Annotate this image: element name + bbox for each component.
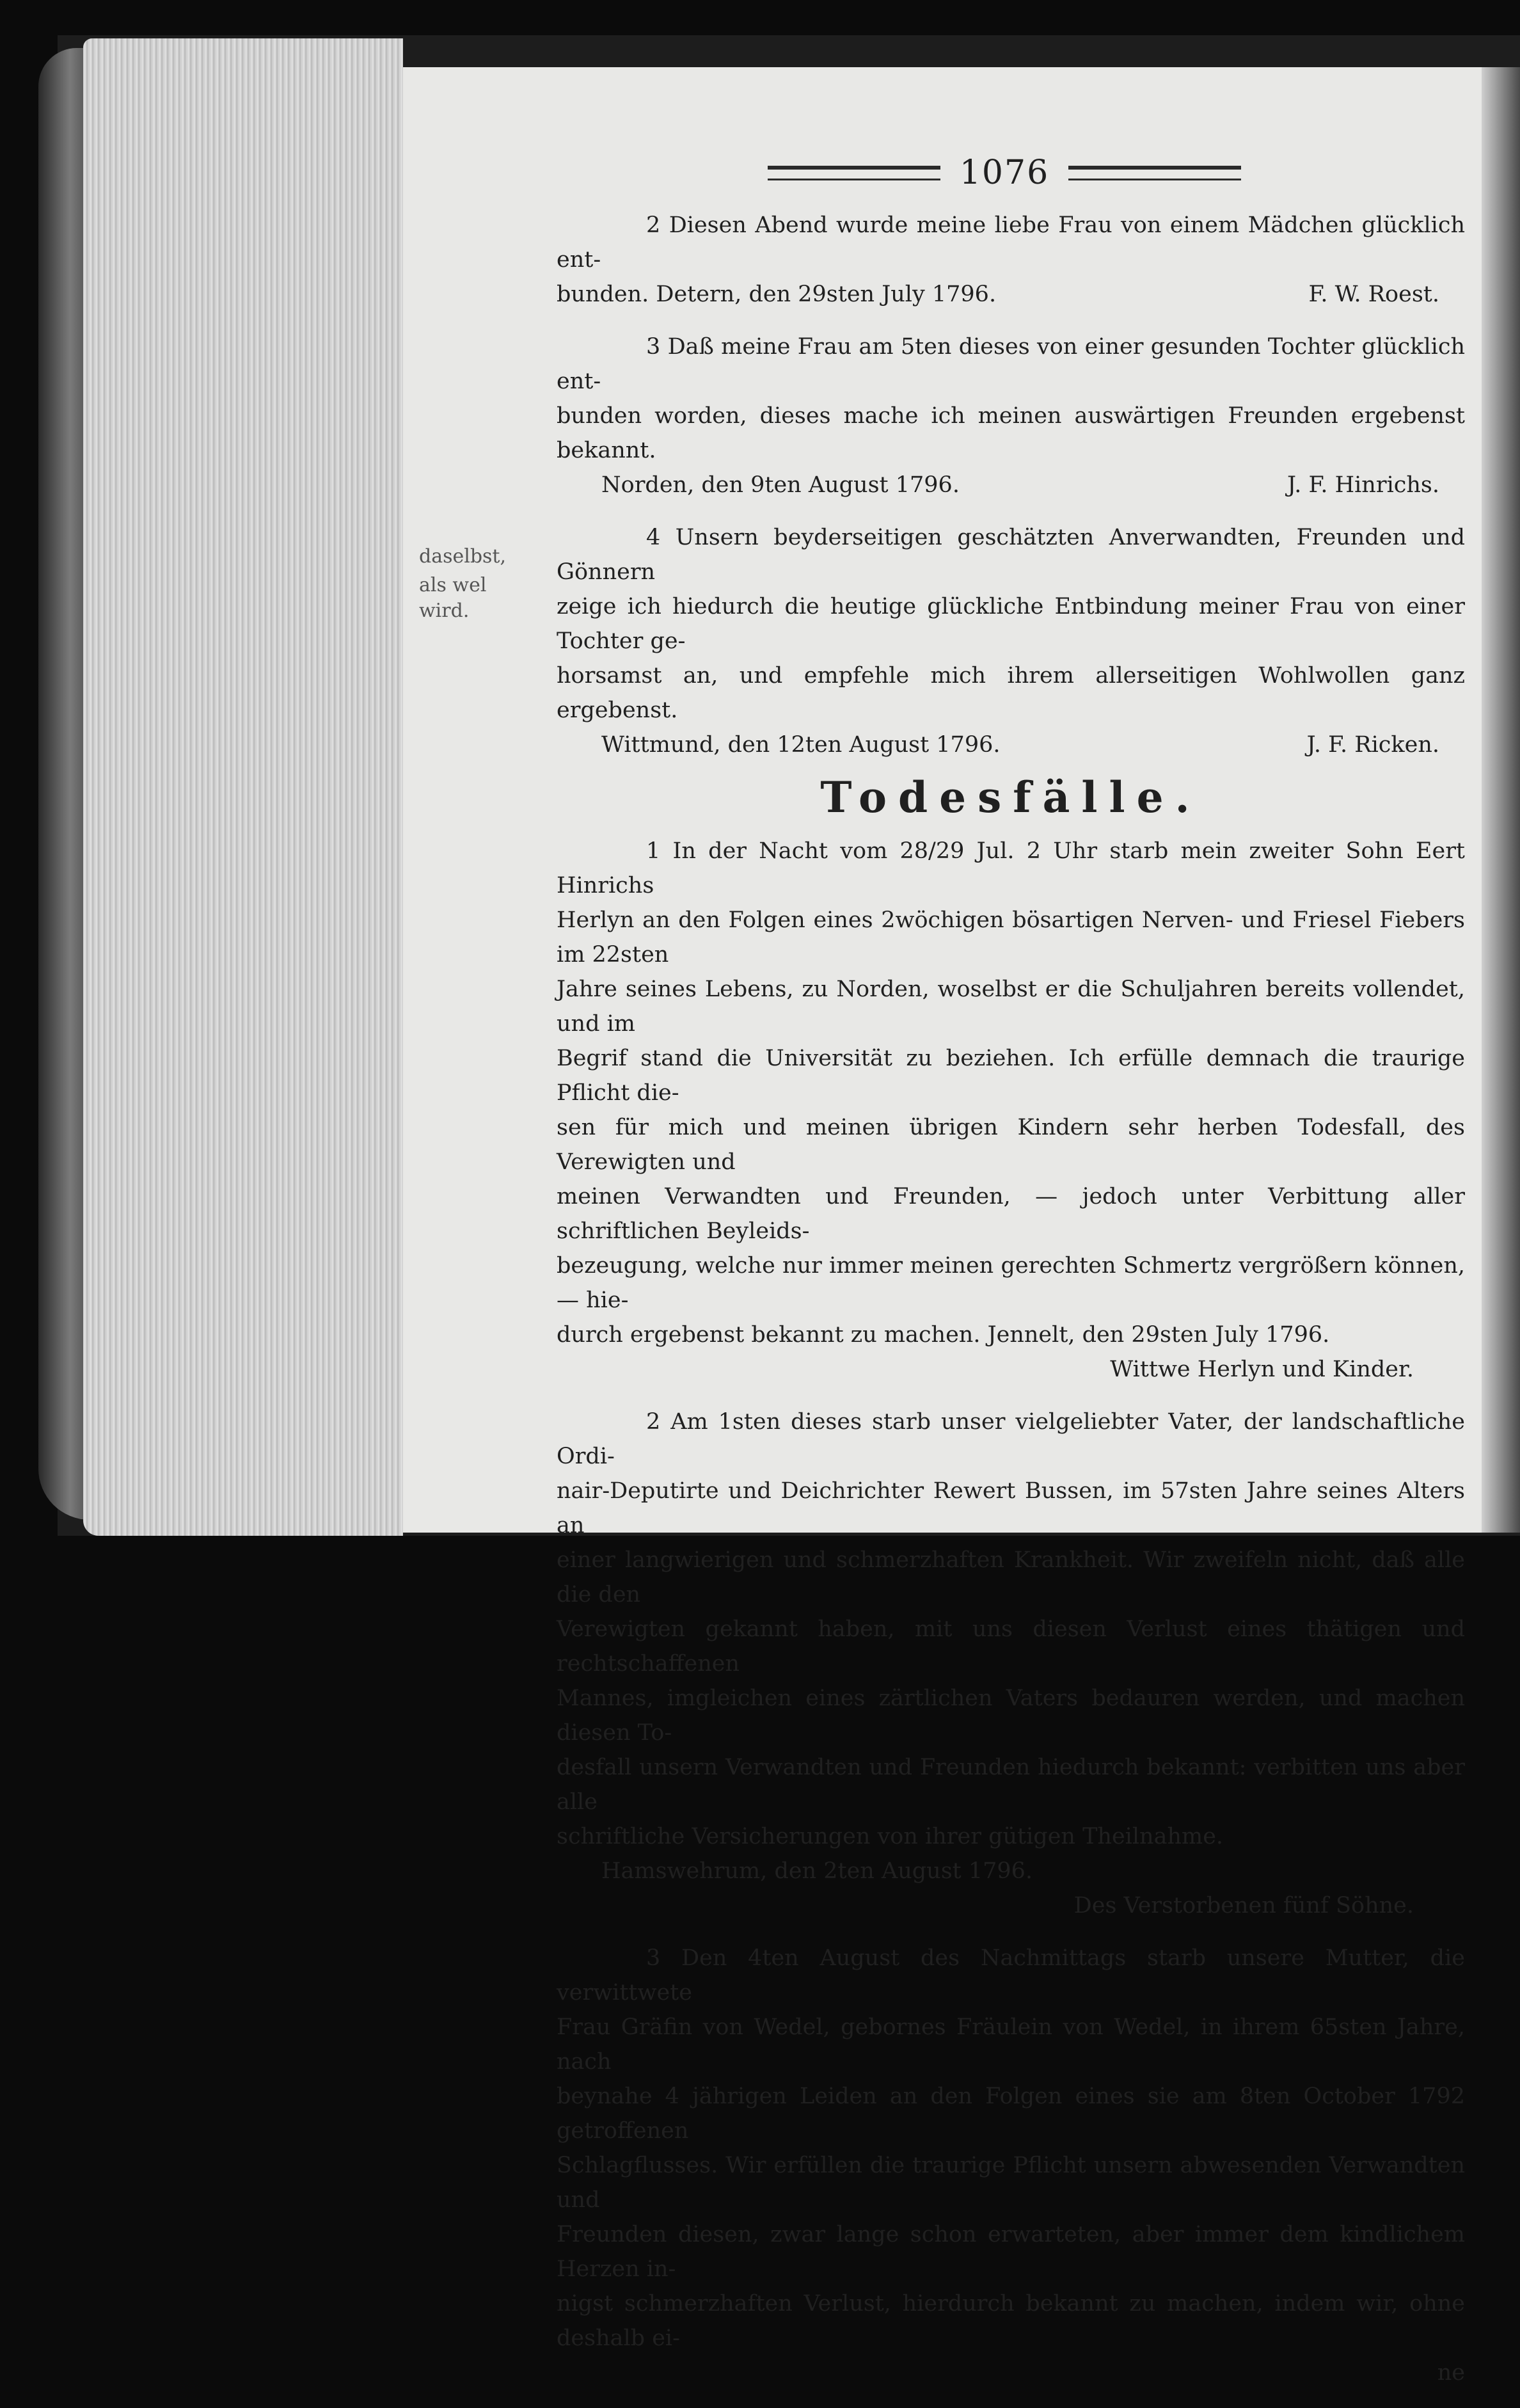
notice-line: einer langwierigen und schmerzhaften Krankheit. Wir zweifeln nicht, daß alle die den — [557, 1547, 1465, 1607]
page-header — [761, 144, 1247, 202]
notice-text: Unsern beyderseitigen geschätzten Anverwandten, Freunden und Gönnern — [557, 525, 1465, 585]
birth-notice-2 — [557, 208, 1465, 312]
notice-line: nigst schmerzhaften Verlust, hierdurch bekannt zu machen, indem wir, ohne deshalb ei- — [557, 2291, 1465, 2351]
page-gutter-shadow — [1482, 67, 1520, 1533]
birth-notice-4 — [557, 520, 1465, 762]
page-edges — [83, 38, 403, 1536]
death-notice-3 — [557, 1941, 1465, 2390]
notice-line: bunden worden, dieses mache ich meinen auswärtigen Freunden ergebenst bekannt. — [557, 403, 1465, 463]
notice-line — [557, 520, 1465, 589]
notice-text: Diesen Abend wurde meine liebe Frau von einem Mädchen glücklich ent- — [557, 212, 1465, 273]
notice-line: Begrif stand die Universität zu beziehen. Ich erfülle demnach die traurige Pflicht die- — [557, 1046, 1465, 1106]
notice-number: 4 — [646, 525, 661, 550]
notice-number: 3 — [646, 334, 661, 360]
notice-line: Freunden diesen, zwar lange schon erwarteten, aber immer dem kindlichem Herzen in- — [557, 2222, 1465, 2282]
notice-text: In der Nacht vom 28/29 Jul. 2 Uhr starb mein zweiter Sohn Eert Hinrichs — [557, 838, 1465, 898]
notice-line: durch ergebenst bekannt zu machen. Jennelt, den 29sten July 1796. — [557, 1322, 1330, 1348]
notice-number: 2 — [646, 1409, 661, 1435]
notice-signature: J. F. Ricken. — [1306, 732, 1439, 758]
notice-line: Verewigten gekannt haben, mit uns diesen Verlust eines thätigen und rechtschaffenen — [557, 1616, 1465, 1677]
place-date: Hamswehrum, den 2ten August 1796. — [601, 1858, 1033, 1884]
notice-line: meinen Verwandten und Freunden, — jedoch unter Verbittung aller schriftlichen Beyleids- — [557, 1184, 1465, 1244]
notice-line: bunden. Detern, den 29sten July 1796. — [557, 282, 997, 307]
notice-text: Am 1sten dieses starb unser vielgeliebter Vater, der landschaftliche Ordi- — [557, 1409, 1465, 1469]
notice-number: 3 — [646, 1945, 661, 1971]
notice-line: sen für mich und meinen übrigen Kindern sehr herben Todesfall, des Verewigten und — [557, 1115, 1465, 1175]
place-date: Norden, den 9ten August 1796. — [601, 472, 960, 498]
death-notice-2 — [557, 1405, 1465, 1923]
notice-line: Jahre seines Lebens, zu Norden, woselbst er die Schuljahren bereits vollendet, und im — [557, 977, 1465, 1037]
notice-signature: Des Verstorbenen fünf Söhne. — [1073, 1893, 1414, 1918]
bleed-through-text: als wel — [419, 574, 487, 596]
birth-notice-3 — [557, 330, 1465, 502]
notice-signature: J. F. Hinrichs. — [1286, 472, 1439, 498]
header-rule-right — [1068, 166, 1241, 180]
bleed-through-text: wird. — [419, 600, 470, 622]
page-number: 1076 — [959, 154, 1050, 192]
notice-line: Herlyn an den Folgen eines 2wöchigen bösartigen Nerven- und Friesel Fiebers im 22sten — [557, 907, 1465, 968]
notice-line: horsamst an, und empfehle mich ihrem allerseitigen Wohlwollen ganz ergebenst. — [557, 663, 1465, 723]
notice-line — [557, 1941, 1465, 2010]
notice-line: Frau Gräfin von Wedel, gebornes Fräulein von Wedel, in ihrem 65sten Jahre, nach — [557, 2014, 1465, 2075]
notice-line: zeige ich hiedurch die heutige glückliche Entbindung meiner Frau von einer Tochter ge- — [557, 594, 1465, 654]
header-rule-left — [768, 166, 940, 180]
book-page — [403, 67, 1491, 2386]
death-notice-1 — [557, 834, 1465, 1387]
page-content — [557, 208, 1465, 2408]
notice-line — [557, 208, 1465, 277]
notice-line: schriftliche Versicherungen von ihrer gütigen Theilnahme. — [557, 1824, 1224, 1849]
notice-signature: F. W. Roest. — [1308, 282, 1439, 307]
catchword: ne — [1437, 2360, 1465, 2386]
notice-line: Schlagflusses. Wir erfüllen die traurige Pflicht unsern abwesenden Verwandten und — [557, 2153, 1465, 2213]
notice-number: 1 — [646, 838, 661, 864]
notice-line: bezeugung, welche nur immer meinen gerechten Schmertz vergrößern können, — hie- — [557, 1253, 1465, 1313]
notice-text: Den 4ten August des Nachmittags starb unsere Mutter, die verwittwete — [557, 1945, 1465, 2005]
bleed-through-text: daselbst, — [419, 545, 507, 568]
notice-line: nair-Deputirte und Deichrichter Rewert Bussen, im 57sten Jahre seines Alters an — [557, 1478, 1465, 1538]
notice-line — [557, 330, 1465, 399]
notice-line: desfall unsern Verwandten und Freunden hiedurch bekannt: verbitten uns aber alle — [557, 1755, 1465, 1815]
notice-number: 2 — [646, 212, 661, 238]
notice-line — [557, 834, 1465, 903]
notice-line — [557, 1405, 1465, 1474]
notice-place — [557, 1854, 1465, 1888]
notice-line: Mannes, imgleichen eines zärtlichen Vaters bedauren werden, und machen diesen To- — [557, 1686, 1465, 1746]
notice-text: Daß meine Frau am 5ten dieses von einer gesunden Tochter glücklich ent- — [557, 334, 1465, 394]
section-title-deaths: Todesfälle. — [820, 772, 1201, 822]
notice-line: beynahe 4 jährigen Leiden an den Folgen eines sie am 8ten October 1792 getroffenen — [557, 2084, 1465, 2144]
place-date: Wittmund, den 12ten August 1796. — [601, 732, 1001, 758]
notice-signature: Wittwe Herlyn und Kinder. — [1110, 1357, 1414, 1382]
